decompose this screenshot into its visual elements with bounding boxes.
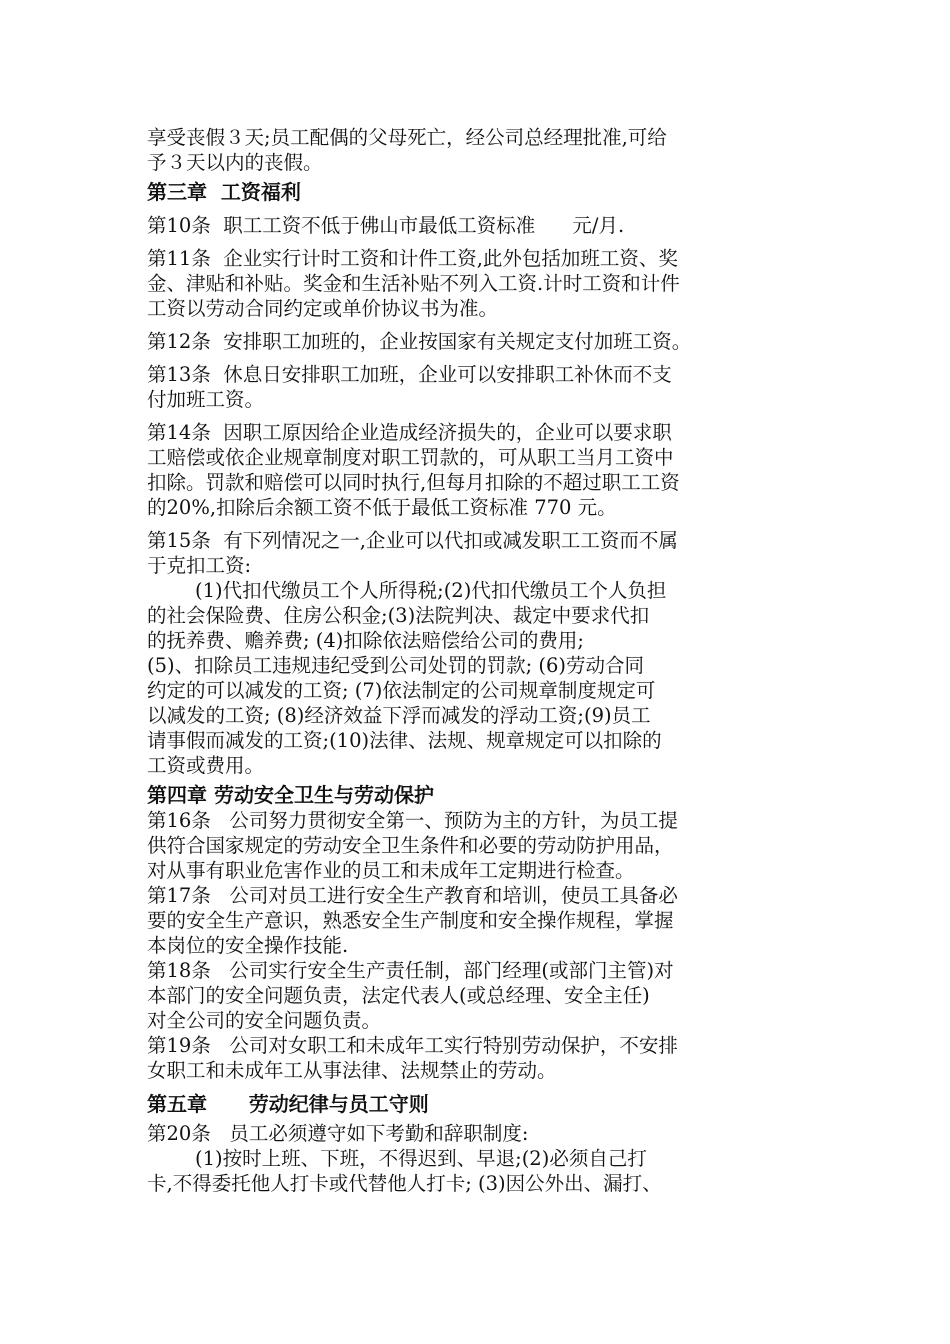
- text-line: 工资以劳动合同约定或单价协议书为准。: [147, 297, 499, 320]
- text-line: (1)代扣代缴员工个人所得税;(2)代扣代缴员工个人负担: [195, 579, 667, 602]
- text-line: 第11条 企业实行计时工资和计件工资,此外包括加班工资、奖: [147, 247, 678, 270]
- text-line: (1)按时上班、下班，不得迟到、早退;(2)必须自己打: [195, 1147, 647, 1170]
- text-line: 本岗位的安全操作技能.: [147, 934, 349, 957]
- text-line: (5)、扣除员工违规违纪受到公司处罚的罚款; (6)劳动合同: [147, 654, 645, 677]
- text-line: 扣除。罚款和赔偿可以同时执行,但每月扣除的不超过职工工资: [147, 471, 680, 494]
- text-line: 第18条 公司实行安全生产责任制，部门经理(或部门主管)对: [147, 959, 674, 982]
- text-line: 于克扣工资:: [147, 554, 252, 577]
- text-line: 的社会保险费、住房公积金;(3)法院判决、裁定中要求代扣: [147, 604, 650, 627]
- text-line: 金、津贴和补贴。奖金和生活补贴不列入工资.计时工资和计件: [147, 272, 680, 295]
- chapter-4-heading: 第四章 劳动安全卫生与劳动保护: [147, 783, 434, 807]
- text-line: 对全公司的安全问题负责。: [147, 1009, 382, 1032]
- text-line: 享受丧假３天;员工配偶的父母死亡，经公司总经理批准,可给: [147, 126, 667, 149]
- article-20: [147, 1121, 807, 1196]
- text-line: 工赔偿或依企业规章制度对职工罚款的，可从职工当月工资中: [147, 446, 674, 469]
- text-line: 第14条 因职工原因给企业造成经济损失的，企业可以要求职: [147, 421, 672, 444]
- text-line: 第15条 有下列情况之一,企业可以代扣或减发职工工资而不属: [147, 529, 678, 552]
- article-12: [147, 329, 807, 354]
- text-line: 的抚养费、赡养费; (4)扣除依法赔偿给公司的费用;: [147, 629, 584, 652]
- text-line: 要的安全生产意识，熟悉安全生产制度和安全操作规程，掌握: [147, 909, 674, 932]
- document-page: [147, 125, 807, 1196]
- intro-paragraph: [147, 125, 807, 175]
- text-line: 工资或费用。: [147, 754, 265, 777]
- article-16: [147, 808, 807, 883]
- text-line: 第20条 员工必须遵守如下考勤和辞职制度:: [147, 1122, 529, 1145]
- text-line: 以减发的工资; (8)经济效益下浮而减发的浮动工资;(9)员工: [147, 704, 651, 727]
- chapter-3-heading: 第三章 工资福利: [147, 180, 301, 204]
- text-line: 供符合国家规定的劳动安全卫生条件和必要的劳动防护用品，: [147, 834, 674, 857]
- text-line: 的20%,扣除后余额工资不低于最低工资标准 770 元。: [147, 496, 617, 519]
- text-line: 本部门的安全问题负责，法定代表人(或总经理、安全主任): [147, 984, 650, 1007]
- text-line: 第12条 安排职工加班的，企业按国家有关规定支付加班工资。: [147, 330, 692, 353]
- article-17: [147, 883, 807, 958]
- article-19: [147, 1033, 807, 1083]
- article-15: [147, 528, 807, 778]
- text-line: 第10条 职工工资不低于佛山市最低工资标准 元/月.: [147, 214, 625, 237]
- text-line: 第16条 公司努力贯彻安全第一、预防为主的方针，为员工提: [147, 809, 678, 832]
- text-line: 约定的可以减发的工资; (7)依法制定的公司规章制度规定可: [147, 679, 656, 702]
- text-line: 请事假而减发的工资;(10)法律、法规、规章规定可以扣除的: [147, 729, 662, 752]
- chapter-5-heading: 第五章 劳动纪律与员工守则: [147, 1092, 429, 1116]
- article-13: [147, 362, 807, 412]
- text-line: 付加班工资。: [147, 388, 265, 411]
- text-line: 对从事有职业危害作业的员工和未成年工定期进行检查。: [147, 859, 635, 882]
- article-11: [147, 246, 807, 321]
- text-line: 第13条 休息日安排职工加班，企业可以安排职工补休而不支: [147, 363, 672, 386]
- text-line: 女职工和未成年工从事法律、法规禁止的劳动。: [147, 1059, 557, 1082]
- article-18: [147, 958, 807, 1033]
- text-line: 第17条 公司对员工进行安全生产教育和培训，使员工具备必: [147, 884, 678, 907]
- text-line: 第19条 公司对女职工和未成年工实行特别劳动保护，不安排: [147, 1034, 678, 1057]
- text-line: 予３天以内的丧假。: [147, 151, 323, 174]
- text-line: 卡,不得委托他人打卡或代替他人打卡; (3)因公外出、漏打、: [147, 1172, 662, 1195]
- article-14: [147, 420, 807, 520]
- article-10: [147, 213, 807, 238]
